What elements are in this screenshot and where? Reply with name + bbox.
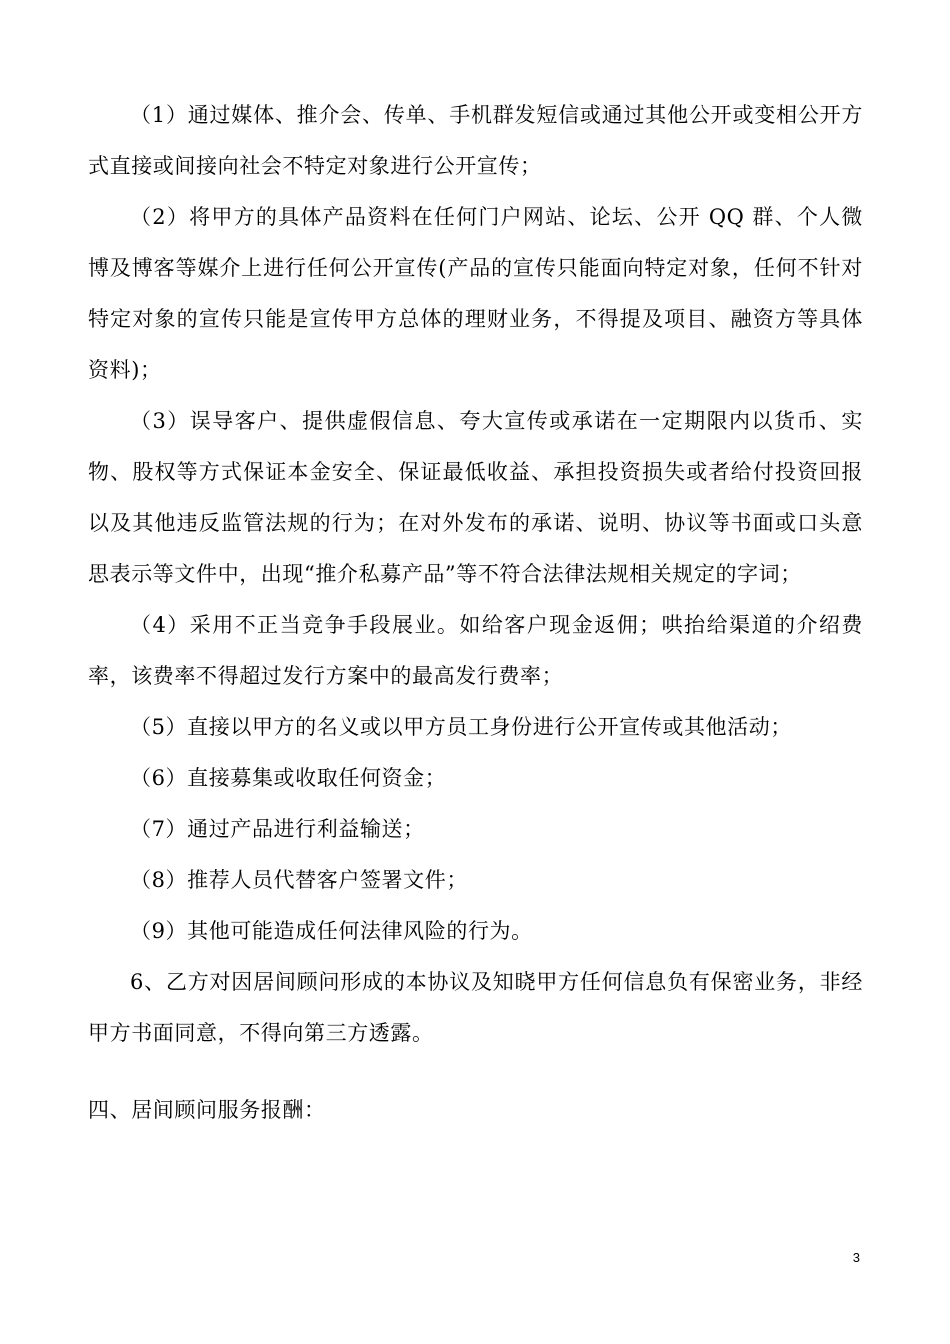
page-number: 3 <box>852 1250 860 1265</box>
clause-item-1: （1）通过媒体、推介会、传单、手机群发短信或通过其他公开或变相公开方式直接或间接向社会不特定对象进行公开宣传； <box>88 103 863 178</box>
clause-item-4: （4）采用不正当竞争手段展业。如给客户现金返佣；哄抬给渠道的介绍费率，该费率不得超过发行方案中的最高发行费率； <box>88 613 863 688</box>
clause-item-6: （6）直接募集或收取任何资金； <box>130 766 447 790</box>
clause-item-7: （7）通过产品进行利益输送； <box>130 817 425 841</box>
clause-item-2: （2）将甲方的具体产品资料在任何门户网站、论坛、公开 QQ 群、个人微博及博客等媒介上进行任何公开宣传(产品的宣传只能面向特定对象，任何不针对特定对象的宣传只能是宣传甲方总体的理财业务，不得提及项目、融资方等具体资料)； <box>88 205 863 382</box>
clause-item-9: （9）其他可能造成任何法律风险的行为。 <box>130 919 533 943</box>
section-heading: 四、居间顾问服务报酬： <box>88 1098 326 1122</box>
clause-item-5: （5）直接以甲方的名义或以甲方员工身份进行公开宣传或其他活动； <box>130 715 792 739</box>
confidentiality-clause: 6、乙方对因居间顾问形成的本协议及知晓甲方任何信息负有保密业务，非经甲方书面同意，不得向第三方透露。 <box>88 970 863 1045</box>
document-body <box>88 90 863 1059</box>
clause-item-8: （8）推荐人员代替客户签署文件； <box>130 868 468 892</box>
clause-item-3: （3）误导客户、提供虚假信息、夸大宣传或承诺在一定期限内以货币、实物、股权等方式保证本金安全、保证最低收益、承担投资损失或者给付投资回报以及其他违反监管法规的行为；在对外发布的承诺、说明、协议等书面或口头意思表示等文件中，出现“推介私募产品”等不符合法律法规相关规定的字词； <box>88 409 863 586</box>
